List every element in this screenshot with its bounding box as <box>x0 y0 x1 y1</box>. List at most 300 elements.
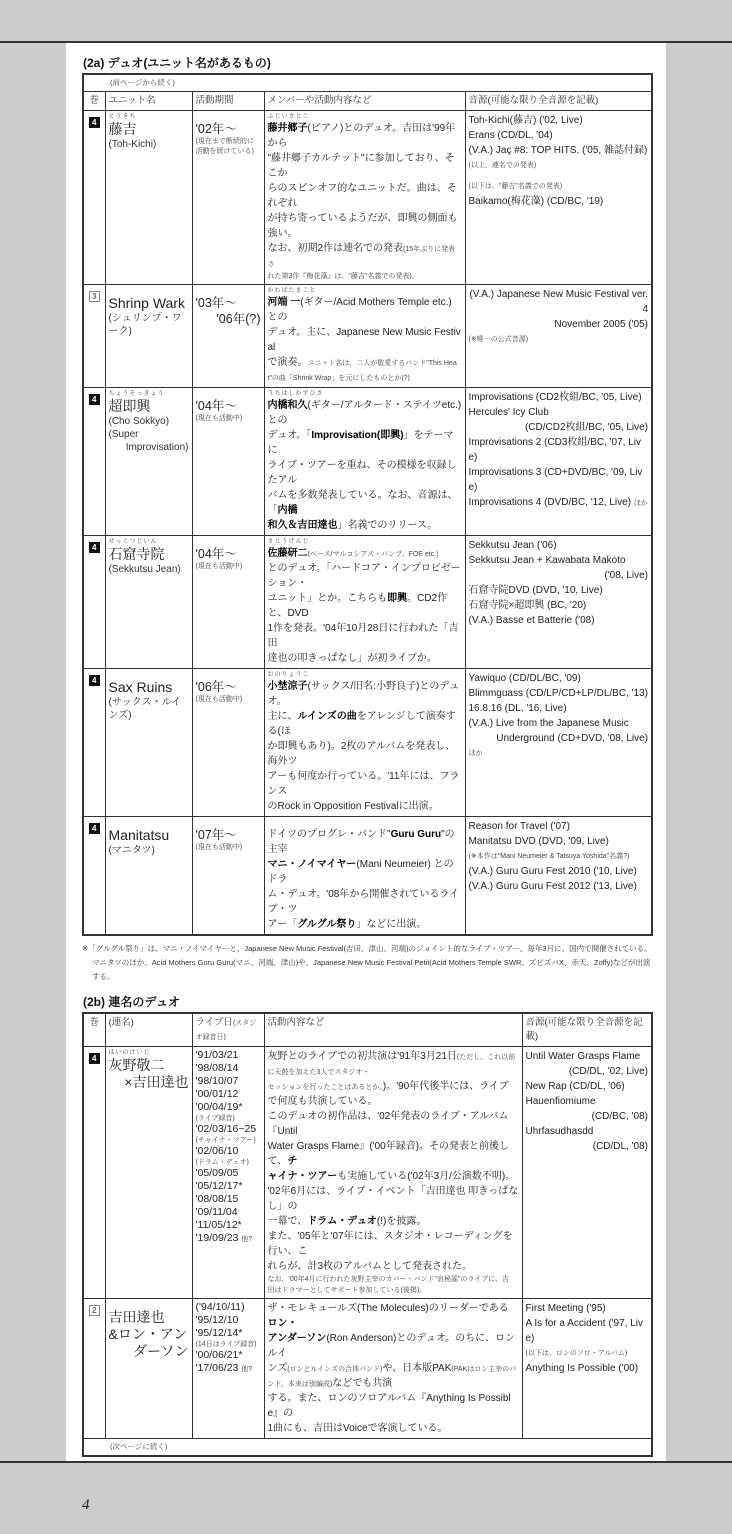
section-title-duo-units: (2a) デュオ(ユニット名があるもの) <box>83 56 271 70</box>
text-segment: ンズ <box>267 1363 288 1374</box>
member-line <box>268 428 462 458</box>
unit-subname <box>109 415 189 454</box>
period <box>196 398 261 414</box>
period <box>196 679 261 695</box>
bold-text: 内橋 <box>277 505 298 516</box>
members-cell <box>264 817 465 936</box>
footnote: ※「グルグル祭り」は、マニ・ノイマイヤーと、Japanese New Music Festival(吉田、津山、河端)のジョイント的なライブ・ツアー。毎年3月に、国内で開催されている。マニタツのほか、Acid Mothers Guru Guru(マニ、河端、津山)や、Japanese New Music Festival Petit(Acid Mothers Temple SWR、ズビズバX、赤天、Zoffy)などが出演する。 <box>82 944 652 981</box>
source-item: ほか <box>468 750 483 757</box>
source-item: (※本作は"Mani Neumeier & Tatsuya Yoshida"名義?) <box>468 853 630 860</box>
member-line <box>268 857 462 887</box>
bold-text: 内橋和久 <box>267 400 308 411</box>
source-item: Hauenfiomiume <box>525 1096 596 1107</box>
source-item: (以上、連名での発表) <box>468 162 537 169</box>
member-ruby <box>268 819 462 827</box>
member-line: 1作を発表。'04年10月28日に行われた「吉田 <box>267 623 459 649</box>
members-cell <box>264 388 465 536</box>
volume-badge: 4 <box>89 117 100 128</box>
volume-badge: 3 <box>89 291 100 302</box>
live-date: (ドラム・デュオ) <box>195 1159 249 1166</box>
bold-text: チ <box>287 1156 298 1167</box>
text-segment: '19/09/23 <box>195 1232 242 1244</box>
text-segment: デュオ。「 <box>267 430 312 441</box>
text-segment: "の主宰 <box>267 829 455 855</box>
members-cell <box>264 285 465 388</box>
unit-name-cell <box>105 536 192 669</box>
members-cell <box>264 669 465 817</box>
member-line: が持ち寄っているようだが、即興の側面も強い。 <box>267 213 458 239</box>
live-date: '02/06/10 <box>195 1145 239 1157</box>
period-note <box>196 137 261 157</box>
header-volume: 巻 <box>83 1013 105 1047</box>
spacer <box>196 538 261 546</box>
spacer <box>196 671 261 679</box>
live-date: '02/03/16~25 <box>195 1123 257 1135</box>
source-item: (V.A.) Guru Guru Fest 2012 ('13, Live) <box>468 881 637 892</box>
duo-units-table <box>82 73 653 936</box>
source-item: (CD/BC, '08) <box>591 1111 648 1122</box>
name-ruby <box>109 287 189 295</box>
text-segment: 」名義でのリリース。 <box>337 520 438 531</box>
text-segment: '17/06/23 <box>195 1362 242 1374</box>
unit-name-cell <box>105 669 192 817</box>
table-header <box>83 1013 652 1047</box>
live-date: (チャイナ・ツアー) <box>195 1137 256 1144</box>
duo-names <box>109 1057 189 1091</box>
bold-text: アンダーソン <box>267 1333 327 1344</box>
unit-subname-line: (Cho Sokkyo) <box>108 416 170 427</box>
header-live-date <box>192 1013 264 1047</box>
period-note <box>196 843 261 853</box>
duo-row <box>83 536 652 669</box>
member-ruby: さとうけんじ <box>267 539 310 545</box>
source-item: (以下は、ロンのソロ・アルバム) <box>525 1350 628 1357</box>
text-segment: (15年ぶりに発表さ <box>267 246 456 268</box>
member-ruby: うちはしかずひさ <box>267 391 324 397</box>
volume-badge: 4 <box>89 823 100 834</box>
duo-row <box>83 669 652 817</box>
period-line: '06年(?) <box>216 312 261 326</box>
source-item: (CD/DL, '02, Live) <box>568 1066 648 1077</box>
sources-cell <box>465 669 652 817</box>
text-segment: (ギター/アルタード・ステイツetc.)との <box>267 400 462 426</box>
member-line <box>268 121 462 151</box>
bold-text: 河端 一 <box>267 297 301 308</box>
unit-subname <box>109 312 189 338</box>
source-item: (V.A.) Basse et Batterie ('08) <box>468 615 595 626</box>
period-cell <box>192 817 264 936</box>
member-ruby: かわばたまこと <box>267 288 317 294</box>
source-item: Until Water Grasps Flame <box>525 1051 641 1062</box>
source-item: Uhrfasudhasdd <box>525 1126 594 1137</box>
text-segment: バムを多数発表している。なお、音源は、「 <box>267 490 458 516</box>
header-studio-date-label: (スタジオ録音日) <box>195 1020 257 1041</box>
text-segment: )。'90年代後半には、ライブで何度も共演している。 <box>267 1081 509 1107</box>
bold-text: ドラム・デュオ <box>307 1216 377 1227</box>
live-date: '00/04/19* <box>195 1101 243 1113</box>
content-line: 1曲にも、吉田はVoiceで客演している。 <box>267 1423 448 1434</box>
period-note-line: (現在も活動中) <box>195 844 243 851</box>
unit-name-cell <box>105 111 192 285</box>
content-line: なお、'00年4月に行われた灰野主宰のカバー・バンド"哀秘謡"のライブに、吉 <box>267 1276 510 1283</box>
unit-name: 石窟寺院 <box>108 546 165 562</box>
member-line: らのスピンオフ的なユニットだ。曲は、それぞれ <box>267 183 457 209</box>
header-period: 活動期間 <box>192 92 264 111</box>
period-note-line: 活動を続けている) <box>195 148 254 155</box>
source-item: (CD/CD2枚組/BC, '05, Live) <box>524 422 648 433</box>
text-segment: アー「 <box>267 919 298 930</box>
period-note <box>196 414 261 424</box>
volume-cell <box>83 1047 105 1299</box>
period-line: '06年～ <box>195 680 237 694</box>
joint-duo-row <box>83 1047 652 1299</box>
unit-subname-line: (シュリンプ・ワーク) <box>108 313 182 337</box>
live-date: '00/01/12 <box>195 1088 239 1100</box>
text-segment: 他? <box>241 1366 253 1373</box>
member-line: 達也の叩きっぱなし」が初ライブか。 <box>267 653 437 664</box>
source-item: Underground (CD+DVD, '08, Live) <box>496 733 648 744</box>
text-segment: (ただし、これ以前に天鼓を加えた3人でスタジオ・ <box>267 1054 516 1076</box>
content-line <box>268 1361 519 1391</box>
bold-text: ロン・ <box>267 1318 298 1329</box>
member-line <box>268 827 462 857</box>
content-line: する。また、ロンのソロアルバム『Anything Is Possible』の <box>267 1393 511 1419</box>
source-item: Erans (CD/DL, '04) <box>468 130 553 141</box>
duo-row <box>83 817 652 936</box>
period-note-line: (現在も活動中) <box>195 415 243 422</box>
period-note-line: (現在まで断続的に <box>195 138 254 145</box>
header-names: (連名) <box>105 1013 192 1047</box>
unit-name: Sax Ruins <box>108 679 173 695</box>
live-date <box>196 1362 261 1375</box>
name-ruby <box>109 819 189 827</box>
period-note <box>196 695 261 705</box>
unit-subname <box>109 138 189 151</box>
unit-subname-line: (Sekkutsu Jean) <box>108 564 181 575</box>
volume-cell <box>83 669 105 817</box>
period-line: '03年～ <box>195 296 237 310</box>
volume-cell <box>83 388 105 536</box>
text-segment: (ロンとルインズの合体バンド) <box>287 1366 383 1373</box>
text-segment: なお、初期2作は連名での発表 <box>267 243 404 254</box>
text-segment: (ギター/Acid Mothers Temple etc.)との <box>267 297 452 323</box>
header-sources: 音源(可能な限り全音源を記載) <box>465 92 652 111</box>
source-item: (V.A.) Jaç #8: TOP HITS. ('05, 雑誌付録) <box>468 145 648 156</box>
live-date: '09/11/04 <box>195 1206 238 1218</box>
page-number: 4 <box>82 1497 90 1513</box>
sources-cell <box>465 536 652 669</box>
unit-subname-line: Improvisation) <box>125 442 189 453</box>
period <box>196 295 261 327</box>
unit-subname <box>109 563 189 576</box>
source-item: (※唯一の公式音源) <box>468 336 529 343</box>
text-segment: (サックス/旧名:小野良子)とのデュオ。 <box>267 681 460 707</box>
sources-cell <box>522 1047 652 1299</box>
continued-from-note: (前ページから続く) <box>83 74 652 92</box>
names-cell <box>105 1047 192 1299</box>
content-line: れらが、計3枚のアルバムとして発表された。 <box>267 1261 472 1272</box>
unit-name-cell <box>105 388 192 536</box>
text-segment: Improvisations 4 (DVD/BC, '12, Live) <box>468 497 634 508</box>
name-ruby: ちょうそっきょう <box>108 391 165 397</box>
live-date: '08/08/15 <box>195 1193 239 1205</box>
period-cell <box>192 111 264 285</box>
sources-cell <box>465 817 652 936</box>
name-ruby: とうきち <box>108 114 137 120</box>
duo-name-line: ×吉田達也 <box>124 1074 189 1090</box>
unit-name: 超即興 <box>108 398 151 414</box>
content-cell <box>264 1299 522 1439</box>
text-segment: 主に、 <box>267 711 298 722</box>
top-margin <box>0 0 732 41</box>
text-segment: ユニット名は、二人が敬愛するバンド"This Heat"の曲「Shrink Wrap」を元にしたものとか(?) <box>267 360 457 382</box>
live-date <box>196 1232 261 1245</box>
member-line: とのデュオ。「ハードコア・インプロビゼーション・ <box>267 563 461 589</box>
content-line <box>268 1214 519 1229</box>
source-item <box>469 495 649 510</box>
unit-name: 藤吉 <box>108 121 137 137</box>
member-line <box>268 398 462 428</box>
bold-text: マニ・ノイマイヤー <box>267 859 357 870</box>
live-date: '11/05/12* <box>195 1219 242 1231</box>
source-item: Hercules' Icy Club <box>468 407 549 418</box>
member-line <box>268 355 462 385</box>
text-segment: ドイツのプログレ・バンド" <box>267 829 391 840</box>
period <box>196 121 261 137</box>
member-line <box>268 241 462 271</box>
member-line: ライブ・ツアーを重ね、その模様を収録したアル <box>267 460 457 486</box>
period <box>196 827 261 843</box>
document-page <box>66 43 666 1461</box>
period-line: '07年～ <box>195 828 237 842</box>
joint-duos-table <box>82 1012 653 1457</box>
text-segment: 灰野とのライブでの初共演は'91年3月21日 <box>267 1051 457 1062</box>
live-date: (ライブ録音) <box>195 1115 235 1122</box>
content-line: 田はドラマーとしてサポート参加している(後掲)。 <box>267 1287 427 1294</box>
text-segment: 。CD2作と、DVD <box>267 593 448 619</box>
text-segment: ほか <box>633 500 648 507</box>
text-segment: ユニット」とか。こちらも <box>267 593 388 604</box>
period-line: '04年～ <box>195 547 237 561</box>
duo-name-line: 灰野敬二 <box>108 1057 165 1073</box>
bold-text: Improvisation(即興) <box>311 430 404 441</box>
volume-cell <box>83 536 105 669</box>
source-item: (以下は、"藤吉"名義での発表) <box>468 183 563 190</box>
period-cell <box>192 285 264 388</box>
member-line: れた第3作『梅花藻』は、"藤吉"名義での発表)。 <box>267 273 419 280</box>
source-item: Sekkutsu Jean + Kawabata Makoto <box>468 555 626 566</box>
bold-text: 即興 <box>387 593 408 604</box>
source-item: November 2005 ('05) <box>554 319 648 330</box>
volume-badge: 4 <box>89 542 100 553</box>
unit-subname-line: (Super <box>108 429 139 440</box>
source-item: Blimmguass (CD/LP/CD+LP/DL/BC, '13) <box>468 688 648 699</box>
content-line <box>268 1049 519 1079</box>
source-item: Improvisations (CD2枚組/BC, '05, Live) <box>468 392 642 403</box>
duo-row <box>83 111 652 285</box>
bold-text: グルグル祭り <box>297 919 357 930</box>
content-line <box>268 1079 519 1109</box>
text-segment: (!)を披露。 <box>376 1216 427 1227</box>
bold-text: Guru Guru <box>390 829 442 840</box>
name-ruby <box>109 1301 189 1309</box>
source-item: A Is for a Accident ('97, Live) <box>525 1318 644 1344</box>
duo-name-line: &ロン・アン <box>108 1326 188 1342</box>
header-volume: 巻 <box>83 92 105 111</box>
volume-cell <box>83 1299 105 1439</box>
live-date: '00/06/21* <box>195 1349 243 1361</box>
text-segment: (ピアノ)とのデュオ。吉田は'99年から <box>267 123 456 149</box>
source-item: (CD/DL, '08) <box>592 1141 648 1152</box>
bold-text: 和久＆吉田達也 <box>267 520 338 531</box>
member-line: のRock in Opposition Festivalに出演。 <box>267 801 439 812</box>
period-cell <box>192 536 264 669</box>
period-line: '04年～ <box>195 399 237 413</box>
volume-badge: 4 <box>89 394 100 405</box>
bold-text: 小埜涼子 <box>267 681 308 692</box>
spacer <box>196 113 261 121</box>
duo-name-line: 吉田達也 <box>108 1309 165 1325</box>
name-ruby: せっくつじいん <box>108 539 158 545</box>
volume-badge: 2 <box>89 1305 100 1316</box>
volume-cell <box>83 817 105 936</box>
content-line: また、'05年と'07年には、スタジオ・レコーディングを行い、こ <box>267 1231 513 1257</box>
live-date: '95/12/10 <box>195 1314 239 1326</box>
member-line: "藤井郷子カルテット"に参加しており、そこか <box>267 153 455 179</box>
bold-text: 佐藤研二 <box>267 548 308 559</box>
spacer <box>196 390 261 398</box>
joint-duo-row <box>83 1299 652 1439</box>
source-item: 石窟寺院×超即興 (BC, '20) <box>468 600 587 611</box>
source-item: (V.A.) Live from the Japanese Music <box>468 718 629 729</box>
member-line <box>268 546 462 561</box>
source-item: Baikamo(梅花藻) (CD/BC, '19) <box>468 196 604 207</box>
live-dates-cell <box>192 1047 264 1299</box>
member-line: デュオ。主に、Japanese New Music Festival <box>267 327 461 353</box>
text-segment: 一幕で、 <box>267 1216 308 1227</box>
unit-subname-line: (マニタツ) <box>108 845 155 856</box>
live-date: '98/10/07 <box>195 1075 239 1087</box>
unit-name: Manitatsu <box>108 827 170 843</box>
member-line <box>268 295 462 325</box>
member-line: か即興もあり)。2枚のアルバムを発表し、海外ツ <box>267 741 456 767</box>
sources-cell <box>465 111 652 285</box>
content-line <box>268 1139 519 1169</box>
text-segment: (Ron Anderson)とのデュオ。のちに、ロンルイ <box>267 1333 516 1359</box>
member-line <box>268 679 462 709</box>
member-line <box>268 488 462 518</box>
source-item: Improvisations 3 (CD+DVD/BC, '09, Live) <box>468 467 643 493</box>
header-live-date-label: ライブ日 <box>195 1017 233 1028</box>
text-segment: セッションを行ったことはあるとか。 <box>267 1084 383 1091</box>
header-sources: 音源(可能な限り全音源を記載) <box>522 1013 652 1047</box>
source-item: (V.A.) Guru Guru Fest 2010 ('10, Live) <box>468 866 637 877</box>
name-ruby <box>109 671 189 679</box>
live-date: '95/12/14* <box>195 1327 243 1339</box>
volume-cell <box>83 111 105 285</box>
member-line: アーも何度か行っている。'11年には、フランス <box>267 771 460 797</box>
live-date: ('94/10/11) <box>195 1301 245 1313</box>
content-line: '02年6月には、ライブ・イベント「吉田達也 叩きっぱなし」の <box>267 1186 519 1212</box>
source-item: Sekkutsu Jean ('06) <box>468 540 557 551</box>
content-cell <box>264 1047 522 1299</box>
source-item: Reason for Travel ('07) <box>468 821 570 832</box>
source-item: Anything Is Possible ('00) <box>525 1363 639 1374</box>
header-members: メンバーや活動内容など <box>264 92 465 111</box>
sources-cell <box>465 388 652 536</box>
unit-subname-line: (サックス・ルインズ) <box>108 697 182 721</box>
source-item: 石窟寺院DVD (DVD, '10, Live) <box>468 585 603 596</box>
period-note <box>196 562 261 572</box>
member-line <box>268 518 462 533</box>
duo-row <box>83 388 652 536</box>
source-item: First Meeting ('95) <box>525 1303 606 1314</box>
members-cell <box>264 111 465 285</box>
members-cell <box>264 536 465 669</box>
volume-cell <box>83 285 105 388</box>
unit-subname-line: (Toh-Kichi) <box>108 139 157 150</box>
spacer <box>196 287 261 295</box>
source-item: Toh-Kichi(藤吉) ('02, Live) <box>468 115 583 126</box>
spacer <box>196 819 261 827</box>
bold-text: 藤井郷子 <box>267 123 308 134</box>
name-ruby: はいのけいじ <box>108 1050 151 1056</box>
text-segment: 他? <box>241 1236 253 1243</box>
sources-cell <box>465 285 652 388</box>
volume-badge: 4 <box>89 1053 100 1064</box>
sources-cell <box>522 1299 652 1439</box>
volume-badge: 4 <box>89 675 100 686</box>
text-segment: 」などに出演。 <box>356 919 427 930</box>
content-line <box>268 1331 519 1361</box>
period-cell <box>192 388 264 536</box>
header-content: 活動内容など <box>264 1013 522 1047</box>
content-line <box>268 1301 519 1331</box>
period-line: '02年～ <box>195 122 237 136</box>
member-ruby: ふじいさとこ <box>267 114 310 120</box>
period-note-line: (現在も活動中) <box>195 696 243 703</box>
live-date: '05/12/17* <box>195 1180 243 1192</box>
text-segment: (PAKはロン主宰のバンド、本来は別編成) <box>267 1366 517 1388</box>
text-segment: などでも共演 <box>332 1378 393 1389</box>
live-dates-cell <box>192 1299 264 1439</box>
duo-row <box>83 285 652 388</box>
member-ruby: おのりょうこ <box>267 672 310 678</box>
section-title-joint-duos: (2b) 連名のデュオ <box>83 995 180 1009</box>
live-date: '05/09/05 <box>195 1167 239 1179</box>
bold-text: ャイナ・ツアー <box>267 1171 338 1182</box>
source-item: (V.A.) Japanese New Music Festival ver.4 <box>469 289 648 315</box>
source-item: 16.8.16 (DL, '16, Live) <box>468 703 567 714</box>
text-segment: で演奏。 <box>267 357 308 368</box>
text-segment: や、日本版PAK <box>382 1363 452 1374</box>
continues-row <box>83 1439 652 1457</box>
text-segment: (ベース/マルコシアス・バンプ、FOE etc.) <box>307 551 439 558</box>
source-item: ('08, Live) <box>604 570 648 581</box>
unit-subname <box>109 696 189 722</box>
unit-name-cell <box>105 285 192 388</box>
duo-names <box>109 1309 189 1360</box>
member-line <box>268 709 462 739</box>
live-date: '98/08/14 <box>195 1062 239 1074</box>
period-note-line: (現在も活動中) <box>195 563 243 570</box>
table-header <box>83 92 652 111</box>
unit-subname <box>109 844 189 857</box>
unit-name: Shrinp Wark <box>108 295 186 311</box>
source-item: Improvisations 2 (CD3枚組/BC, '07, Live) <box>468 437 642 463</box>
member-line <box>268 917 462 932</box>
content-line: このデュオの初作品は、'02年発表のライブ・アルバム『Until <box>267 1111 509 1137</box>
